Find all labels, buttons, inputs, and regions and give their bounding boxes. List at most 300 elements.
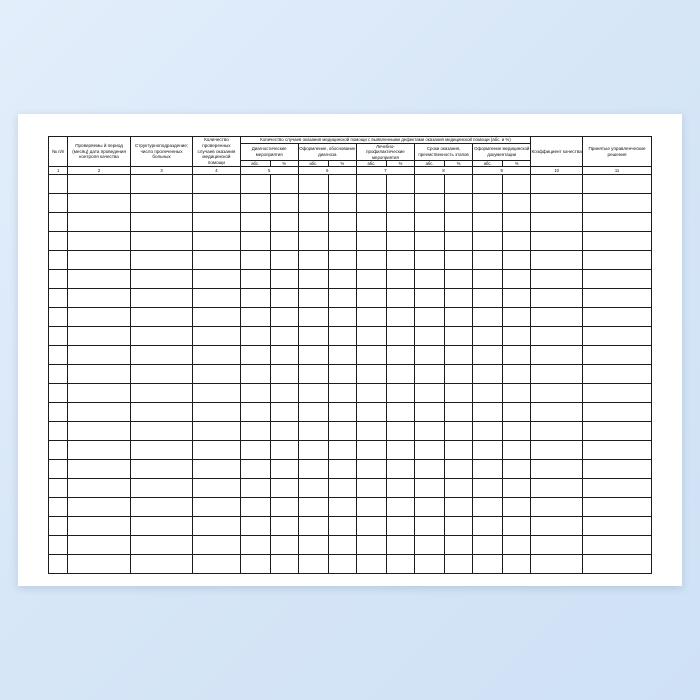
table-cell[interactable] [193, 327, 240, 346]
table-cell[interactable] [473, 327, 503, 346]
table-cell[interactable] [68, 479, 130, 498]
table-cell[interactable] [583, 460, 652, 479]
table-cell[interactable] [387, 403, 415, 422]
table-cell[interactable] [240, 194, 270, 213]
table-cell[interactable] [445, 194, 473, 213]
table-row[interactable] [49, 403, 652, 422]
table-cell[interactable] [298, 213, 328, 232]
table-cell[interactable] [531, 289, 583, 308]
table-cell[interactable] [68, 175, 130, 194]
table-cell[interactable] [328, 346, 356, 365]
table-cell[interactable] [68, 517, 130, 536]
table-cell[interactable] [328, 403, 356, 422]
table-cell[interactable] [298, 517, 328, 536]
table-cell[interactable] [473, 460, 503, 479]
table-cell[interactable] [583, 346, 652, 365]
table-cell[interactable] [298, 346, 328, 365]
table-cell[interactable] [356, 365, 386, 384]
table-cell[interactable] [193, 460, 240, 479]
table-cell[interactable] [240, 365, 270, 384]
table-cell[interactable] [356, 536, 386, 555]
table-cell[interactable] [130, 384, 192, 403]
table-cell[interactable] [531, 479, 583, 498]
table-cell[interactable] [130, 175, 192, 194]
table-cell[interactable] [473, 251, 503, 270]
table-cell[interactable] [240, 403, 270, 422]
table-row[interactable] [49, 365, 652, 384]
table-cell[interactable] [473, 536, 503, 555]
table-cell[interactable] [49, 308, 68, 327]
table-cell[interactable] [445, 346, 473, 365]
table-cell[interactable] [298, 536, 328, 555]
table-cell[interactable] [270, 251, 298, 270]
table-row[interactable] [49, 194, 652, 213]
table-cell[interactable] [240, 251, 270, 270]
table-cell[interactable] [387, 422, 415, 441]
table-cell[interactable] [473, 441, 503, 460]
table-cell[interactable] [473, 479, 503, 498]
table-cell[interactable] [270, 479, 298, 498]
table-cell[interactable] [387, 289, 415, 308]
table-cell[interactable] [240, 327, 270, 346]
table-cell[interactable] [130, 346, 192, 365]
table-cell[interactable] [414, 365, 444, 384]
table-cell[interactable] [298, 327, 328, 346]
table-cell[interactable] [130, 270, 192, 289]
table-cell[interactable] [270, 460, 298, 479]
table-cell[interactable] [531, 441, 583, 460]
table-cell[interactable] [387, 441, 415, 460]
table-cell[interactable] [49, 232, 68, 251]
table-cell[interactable] [445, 251, 473, 270]
table-cell[interactable] [328, 289, 356, 308]
table-cell[interactable] [503, 479, 531, 498]
table-cell[interactable] [49, 194, 68, 213]
table-cell[interactable] [328, 175, 356, 194]
table-cell[interactable] [130, 213, 192, 232]
table-cell[interactable] [328, 251, 356, 270]
table-row[interactable] [49, 555, 652, 574]
table-cell[interactable] [387, 251, 415, 270]
table-cell[interactable] [414, 289, 444, 308]
table-cell[interactable] [583, 479, 652, 498]
table-cell[interactable] [130, 536, 192, 555]
table-cell[interactable] [445, 308, 473, 327]
table-cell[interactable] [240, 498, 270, 517]
table-cell[interactable] [387, 460, 415, 479]
table-cell[interactable] [49, 213, 68, 232]
table-row[interactable] [49, 441, 652, 460]
table-cell[interactable] [130, 441, 192, 460]
table-cell[interactable] [68, 555, 130, 574]
table-cell[interactable] [387, 270, 415, 289]
table-cell[interactable] [328, 327, 356, 346]
table-cell[interactable] [531, 555, 583, 574]
table-cell[interactable] [68, 270, 130, 289]
table-cell[interactable] [503, 441, 531, 460]
table-cell[interactable] [193, 175, 240, 194]
table-cell[interactable] [583, 555, 652, 574]
table-cell[interactable] [503, 555, 531, 574]
table-cell[interactable] [387, 517, 415, 536]
table-cell[interactable] [298, 251, 328, 270]
table-cell[interactable] [583, 327, 652, 346]
table-cell[interactable] [387, 384, 415, 403]
table-row[interactable] [49, 213, 652, 232]
table-cell[interactable] [503, 327, 531, 346]
table-cell[interactable] [270, 517, 298, 536]
table-cell[interactable] [445, 365, 473, 384]
table-row[interactable] [49, 384, 652, 403]
table-cell[interactable] [240, 213, 270, 232]
table-cell[interactable] [445, 289, 473, 308]
table-cell[interactable] [298, 270, 328, 289]
table-cell[interactable] [240, 422, 270, 441]
table-row[interactable] [49, 536, 652, 555]
table-cell[interactable] [531, 346, 583, 365]
table-cell[interactable] [49, 517, 68, 536]
table-cell[interactable] [68, 346, 130, 365]
table-cell[interactable] [270, 555, 298, 574]
table-cell[interactable] [130, 555, 192, 574]
table-cell[interactable] [193, 289, 240, 308]
table-cell[interactable] [531, 517, 583, 536]
table-cell[interactable] [387, 175, 415, 194]
table-cell[interactable] [531, 365, 583, 384]
table-cell[interactable] [414, 479, 444, 498]
table-cell[interactable] [130, 479, 192, 498]
table-cell[interactable] [531, 194, 583, 213]
table-cell[interactable] [531, 536, 583, 555]
table-cell[interactable] [473, 213, 503, 232]
table-cell[interactable] [270, 536, 298, 555]
table-cell[interactable] [49, 460, 68, 479]
table-cell[interactable] [240, 346, 270, 365]
table-row[interactable] [49, 327, 652, 346]
table-cell[interactable] [503, 422, 531, 441]
table-cell[interactable] [240, 232, 270, 251]
table-cell[interactable] [130, 403, 192, 422]
table-cell[interactable] [130, 251, 192, 270]
table-cell[interactable] [130, 365, 192, 384]
table-cell[interactable] [356, 251, 386, 270]
table-cell[interactable] [193, 536, 240, 555]
table-cell[interactable] [531, 308, 583, 327]
table-cell[interactable] [68, 308, 130, 327]
table-cell[interactable] [387, 194, 415, 213]
table-cell[interactable] [414, 498, 444, 517]
table-cell[interactable] [193, 270, 240, 289]
table-cell[interactable] [328, 441, 356, 460]
table-cell[interactable] [130, 232, 192, 251]
table-row[interactable] [49, 479, 652, 498]
table-cell[interactable] [414, 384, 444, 403]
table-cell[interactable] [387, 346, 415, 365]
table-cell[interactable] [414, 308, 444, 327]
table-cell[interactable] [49, 346, 68, 365]
table-cell[interactable] [473, 365, 503, 384]
table-cell[interactable] [270, 365, 298, 384]
table-cell[interactable] [387, 555, 415, 574]
table-cell[interactable] [68, 365, 130, 384]
table-cell[interactable] [445, 479, 473, 498]
table-cell[interactable] [49, 175, 68, 194]
table-cell[interactable] [49, 270, 68, 289]
table-cell[interactable] [503, 175, 531, 194]
table-cell[interactable] [387, 232, 415, 251]
table-row[interactable] [49, 289, 652, 308]
table-cell[interactable] [298, 460, 328, 479]
table-cell[interactable] [503, 365, 531, 384]
table-cell[interactable] [473, 175, 503, 194]
table-cell[interactable] [49, 289, 68, 308]
table-cell[interactable] [356, 517, 386, 536]
table-cell[interactable] [49, 536, 68, 555]
table-cell[interactable] [387, 536, 415, 555]
table-cell[interactable] [298, 175, 328, 194]
table-cell[interactable] [270, 232, 298, 251]
table-cell[interactable] [473, 422, 503, 441]
table-cell[interactable] [130, 194, 192, 213]
table-cell[interactable] [130, 498, 192, 517]
table-cell[interactable] [531, 403, 583, 422]
table-cell[interactable] [270, 384, 298, 403]
table-cell[interactable] [503, 289, 531, 308]
table-cell[interactable] [49, 384, 68, 403]
table-cell[interactable] [356, 232, 386, 251]
table-cell[interactable] [68, 403, 130, 422]
table-cell[interactable] [240, 555, 270, 574]
table-cell[interactable] [68, 460, 130, 479]
table-cell[interactable] [240, 536, 270, 555]
table-cell[interactable] [414, 270, 444, 289]
table-cell[interactable] [583, 251, 652, 270]
table-cell[interactable] [270, 270, 298, 289]
table-cell[interactable] [193, 441, 240, 460]
table-cell[interactable] [473, 346, 503, 365]
table-row[interactable] [49, 232, 652, 251]
table-cell[interactable] [445, 517, 473, 536]
table-cell[interactable] [531, 232, 583, 251]
table-cell[interactable] [473, 270, 503, 289]
table-cell[interactable] [445, 270, 473, 289]
table-cell[interactable] [473, 384, 503, 403]
table-cell[interactable] [503, 460, 531, 479]
table-cell[interactable] [298, 498, 328, 517]
table-cell[interactable] [583, 403, 652, 422]
table-cell[interactable] [270, 194, 298, 213]
table-cell[interactable] [240, 479, 270, 498]
table-cell[interactable] [356, 422, 386, 441]
table-cell[interactable] [270, 175, 298, 194]
table-cell[interactable] [68, 289, 130, 308]
table-cell[interactable] [68, 251, 130, 270]
table-cell[interactable] [387, 365, 415, 384]
table-cell[interactable] [414, 422, 444, 441]
table-cell[interactable] [68, 441, 130, 460]
table-row[interactable] [49, 346, 652, 365]
table-cell[interactable] [193, 251, 240, 270]
table-cell[interactable] [583, 232, 652, 251]
table-cell[interactable] [583, 175, 652, 194]
table-cell[interactable] [328, 384, 356, 403]
table-cell[interactable] [387, 327, 415, 346]
table-cell[interactable] [503, 270, 531, 289]
table-cell[interactable] [240, 441, 270, 460]
table-cell[interactable] [583, 308, 652, 327]
table-cell[interactable] [356, 194, 386, 213]
table-cell[interactable] [356, 213, 386, 232]
table-cell[interactable] [445, 232, 473, 251]
table-cell[interactable] [68, 536, 130, 555]
table-cell[interactable] [49, 403, 68, 422]
table-cell[interactable] [130, 460, 192, 479]
table-cell[interactable] [583, 289, 652, 308]
table-cell[interactable] [356, 308, 386, 327]
table-cell[interactable] [49, 327, 68, 346]
table-cell[interactable] [583, 536, 652, 555]
table-cell[interactable] [68, 422, 130, 441]
table-cell[interactable] [270, 403, 298, 422]
table-cell[interactable] [531, 384, 583, 403]
table-cell[interactable] [445, 460, 473, 479]
table-cell[interactable] [445, 536, 473, 555]
table-cell[interactable] [49, 422, 68, 441]
table-cell[interactable] [49, 555, 68, 574]
table-cell[interactable] [473, 232, 503, 251]
table-cell[interactable] [445, 175, 473, 194]
table-cell[interactable] [356, 555, 386, 574]
table-cell[interactable] [414, 517, 444, 536]
table-cell[interactable] [503, 517, 531, 536]
table-cell[interactable] [328, 479, 356, 498]
table-cell[interactable] [193, 479, 240, 498]
table-cell[interactable] [414, 555, 444, 574]
table-cell[interactable] [356, 498, 386, 517]
table-cell[interactable] [356, 327, 386, 346]
table-cell[interactable] [531, 251, 583, 270]
table-cell[interactable] [328, 232, 356, 251]
table-cell[interactable] [503, 536, 531, 555]
table-cell[interactable] [473, 517, 503, 536]
table-cell[interactable] [328, 365, 356, 384]
table-cell[interactable] [193, 346, 240, 365]
table-cell[interactable] [414, 232, 444, 251]
table-cell[interactable] [298, 289, 328, 308]
table-cell[interactable] [298, 555, 328, 574]
table-cell[interactable] [240, 175, 270, 194]
table-cell[interactable] [193, 213, 240, 232]
table-cell[interactable] [583, 384, 652, 403]
table-cell[interactable] [240, 517, 270, 536]
table-cell[interactable] [328, 498, 356, 517]
table-cell[interactable] [298, 194, 328, 213]
table-cell[interactable] [583, 517, 652, 536]
table-cell[interactable] [445, 441, 473, 460]
table-row[interactable] [49, 308, 652, 327]
table-cell[interactable] [356, 346, 386, 365]
table-cell[interactable] [473, 289, 503, 308]
table-cell[interactable] [130, 289, 192, 308]
table-cell[interactable] [531, 213, 583, 232]
table-cell[interactable] [298, 384, 328, 403]
table-cell[interactable] [193, 555, 240, 574]
table-cell[interactable] [130, 517, 192, 536]
table-cell[interactable] [298, 308, 328, 327]
table-cell[interactable] [298, 232, 328, 251]
table-cell[interactable] [356, 175, 386, 194]
table-cell[interactable] [531, 498, 583, 517]
table-cell[interactable] [68, 232, 130, 251]
table-cell[interactable] [270, 422, 298, 441]
table-cell[interactable] [503, 384, 531, 403]
table-cell[interactable] [445, 422, 473, 441]
table-cell[interactable] [356, 403, 386, 422]
table-cell[interactable] [49, 441, 68, 460]
table-cell[interactable] [240, 460, 270, 479]
table-cell[interactable] [473, 403, 503, 422]
table-cell[interactable] [328, 555, 356, 574]
table-cell[interactable] [328, 270, 356, 289]
table-cell[interactable] [445, 213, 473, 232]
table-cell[interactable] [387, 498, 415, 517]
table-cell[interactable] [193, 403, 240, 422]
table-cell[interactable] [356, 441, 386, 460]
table-cell[interactable] [583, 270, 652, 289]
table-cell[interactable] [531, 175, 583, 194]
table-cell[interactable] [414, 536, 444, 555]
table-cell[interactable] [387, 308, 415, 327]
table-row[interactable] [49, 460, 652, 479]
table-cell[interactable] [503, 232, 531, 251]
table-row[interactable] [49, 422, 652, 441]
table-row[interactable] [49, 498, 652, 517]
table-cell[interactable] [503, 308, 531, 327]
table-cell[interactable] [328, 308, 356, 327]
table-cell[interactable] [193, 384, 240, 403]
table-cell[interactable] [503, 251, 531, 270]
table-cell[interactable] [298, 422, 328, 441]
table-cell[interactable] [531, 460, 583, 479]
table-cell[interactable] [328, 422, 356, 441]
table-row[interactable] [49, 270, 652, 289]
table-cell[interactable] [531, 270, 583, 289]
table-cell[interactable] [193, 308, 240, 327]
table-cell[interactable] [583, 498, 652, 517]
table-cell[interactable] [473, 308, 503, 327]
table-cell[interactable] [68, 194, 130, 213]
table-cell[interactable] [356, 270, 386, 289]
table-cell[interactable] [193, 498, 240, 517]
table-cell[interactable] [298, 441, 328, 460]
table-row[interactable] [49, 251, 652, 270]
table-cell[interactable] [473, 194, 503, 213]
table-cell[interactable] [445, 498, 473, 517]
table-row[interactable] [49, 517, 652, 536]
table-cell[interactable] [49, 479, 68, 498]
table-cell[interactable] [414, 251, 444, 270]
table-cell[interactable] [583, 422, 652, 441]
table-cell[interactable] [356, 384, 386, 403]
table-row[interactable] [49, 175, 652, 194]
table-cell[interactable] [328, 517, 356, 536]
table-cell[interactable] [503, 213, 531, 232]
table-cell[interactable] [414, 460, 444, 479]
table-cell[interactable] [328, 213, 356, 232]
table-cell[interactable] [130, 422, 192, 441]
table-cell[interactable] [414, 441, 444, 460]
table-cell[interactable] [583, 194, 652, 213]
